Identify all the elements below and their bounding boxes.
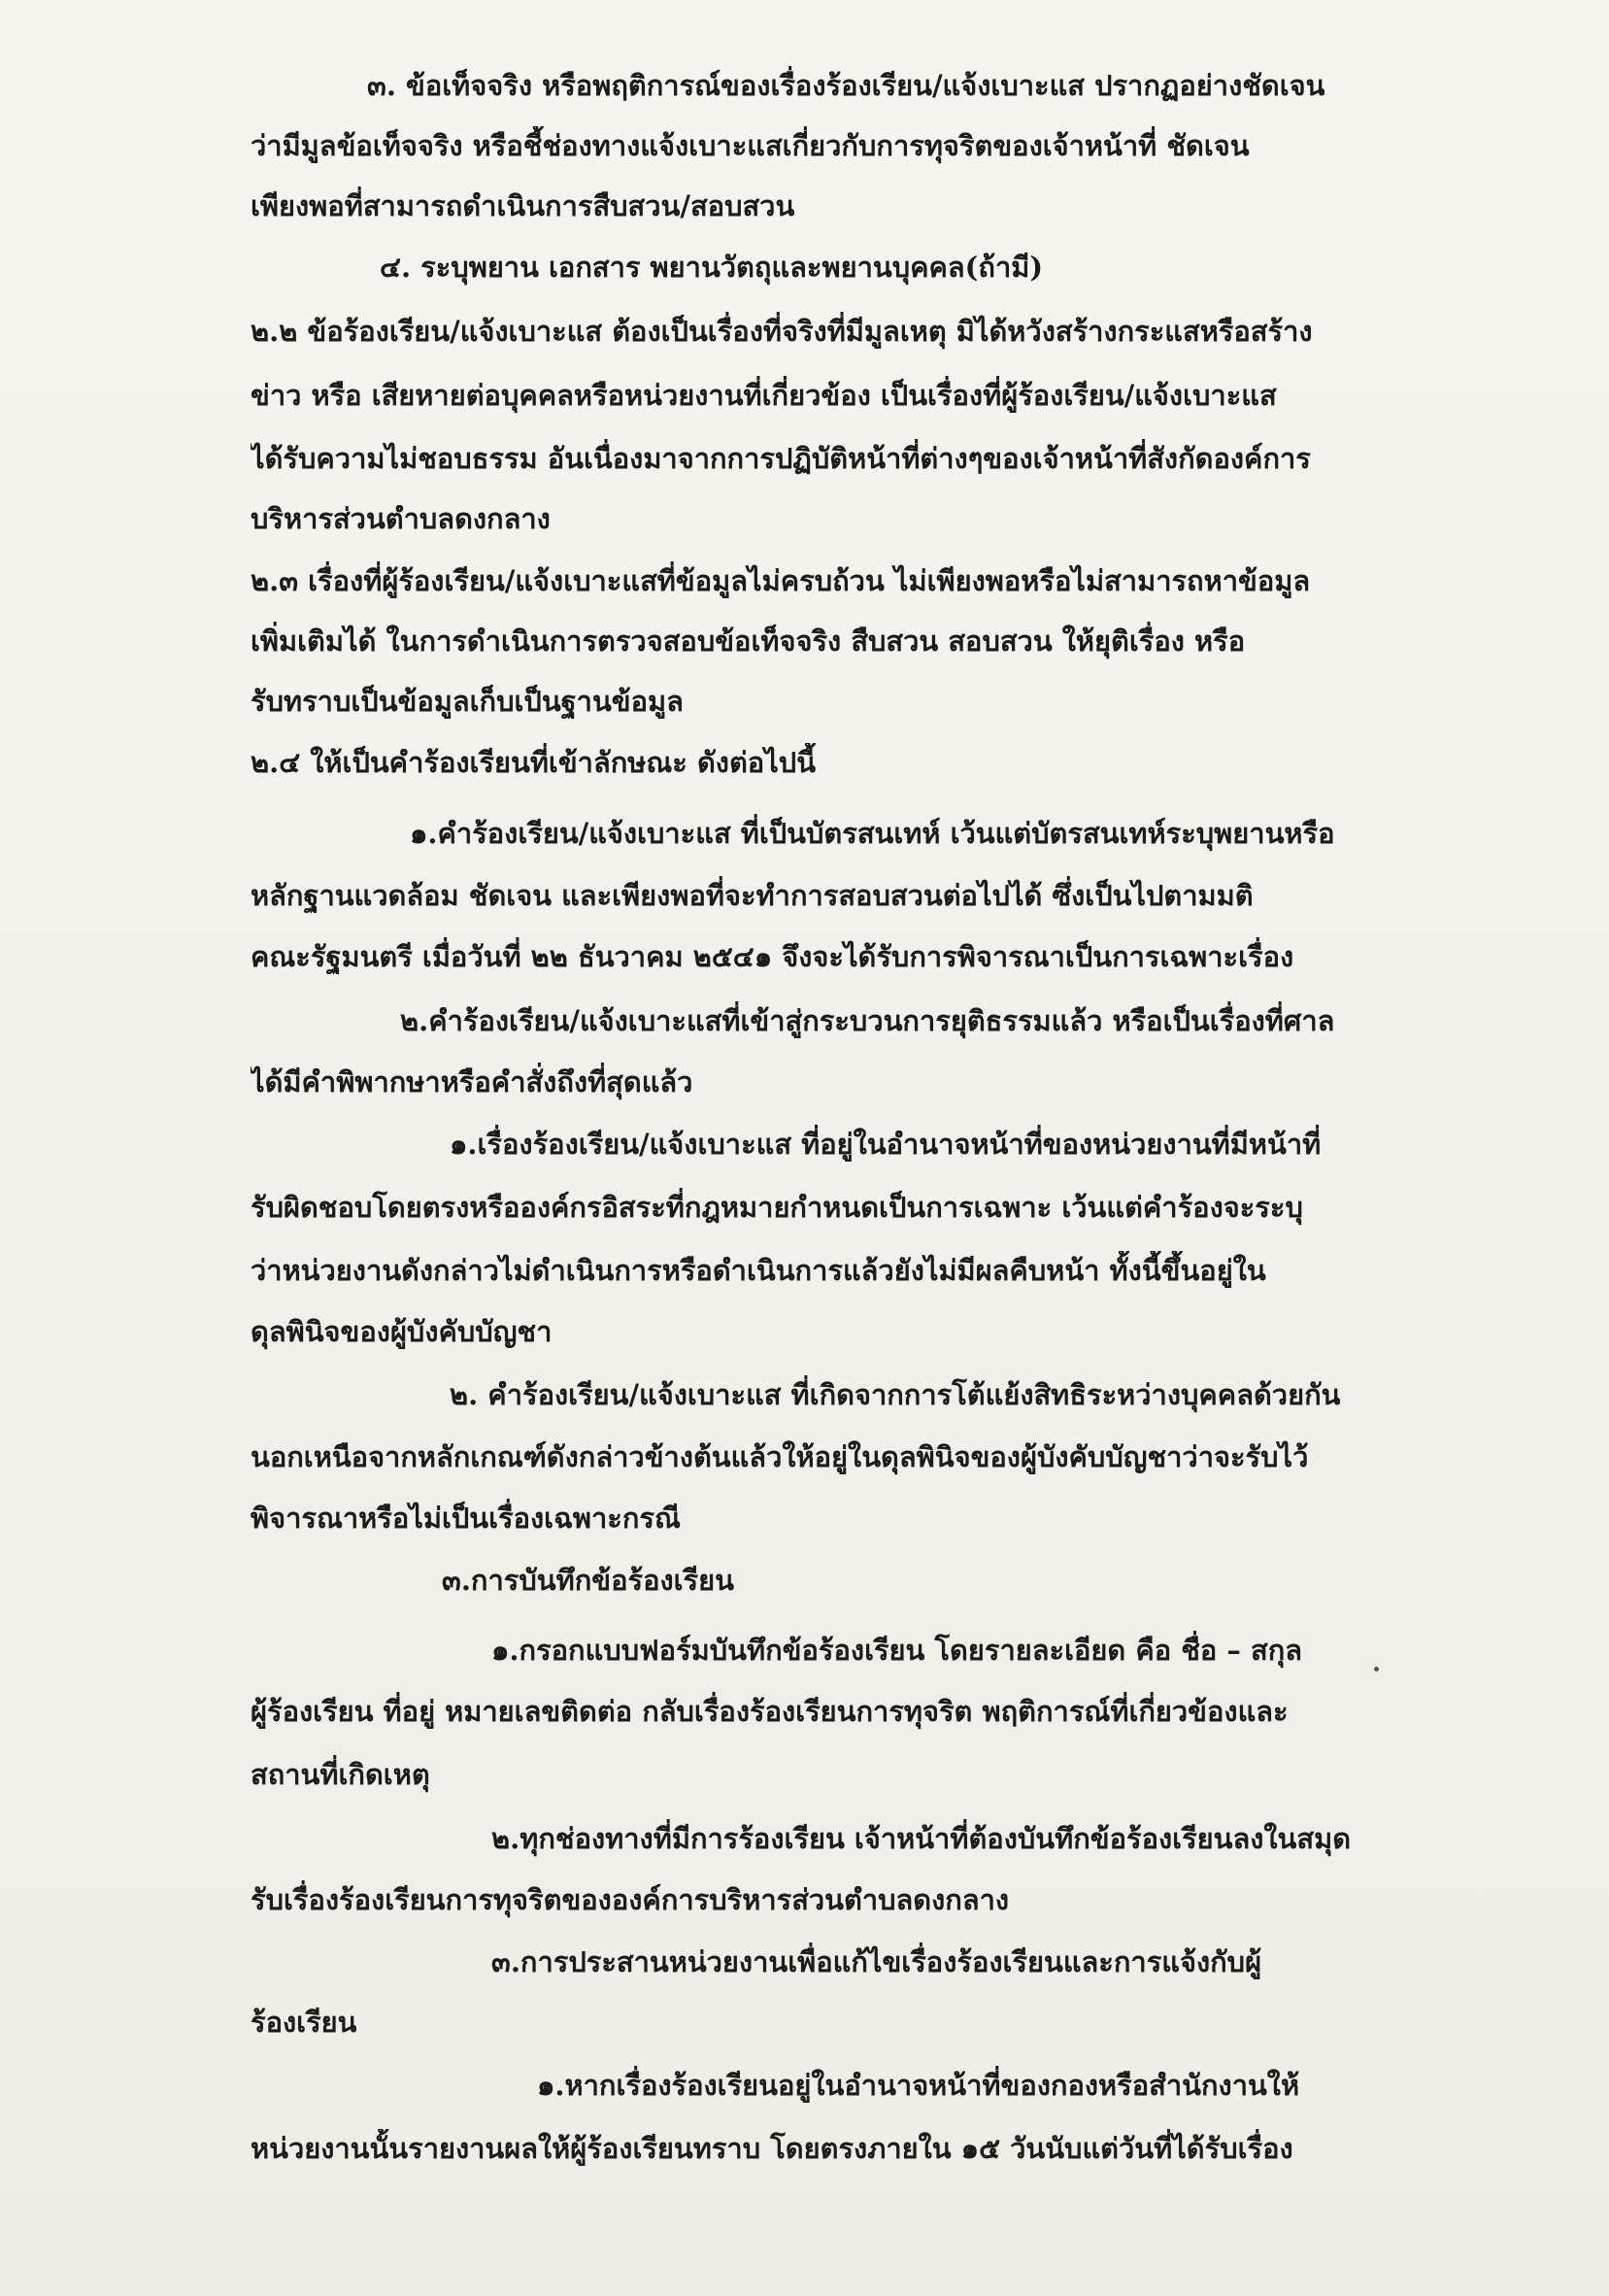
document-line: นอกเหนือจากหลักเกณฑ์ดังกล่าวข้างต้นแล้วให้อยู่ในดุลพินิจของผู้บังคับบัญชาว่าจะรับไว้: [251, 1440, 1309, 1473]
document-line: ๑.คำร้องเรียน/แจ้งเบาะแส ที่เป็นบัตรสนเทห์ เว้นแต่บัตรสนเทห์ระบุพยานหรือ: [410, 817, 1335, 850]
document-line: คณะรัฐมนตรี เมื่อวันที่ ๒๒ ธันวาคม ๒๕๔๑ จึงจะได้รับการพิจารณาเป็นการเฉพาะเรื่อง: [251, 940, 1294, 973]
document-line: รับผิดชอบโดยตรงหรือองค์กรอิสระที่กฎหมายกำหนดเป็นการเฉพาะ เว้นแต่คำร้องจะระบุ: [251, 1191, 1303, 1224]
document-line: ๓. ข้อเท็จจริง หรือพฤติการณ์ของเรื่องร้องเรียน/แจ้งเบาะแส ปรากฏอย่างชัดเจน: [367, 69, 1325, 102]
document-line: ๑.หากเรื่องร้องเรียนอยู่ในอำนาจหน้าที่ของกองหรือสำนักงานให้: [537, 2069, 1300, 2102]
document-line: ผู้ร้องเรียน ที่อยู่ หมายเลขติดต่อ กลับเรื่องร้องเรียนการทุจริต พฤติการณ์ที่เกี่ยวข้องและ: [251, 1695, 1289, 1728]
document-line: ๒.๒ ข้อร้องเรียน/แจ้งเบาะแส ต้องเป็นเรื่องที่จริงที่มีมูลเหตุ มิได้หวังสร้างกระแสหรือสร้าง: [251, 315, 1313, 348]
document-line: ได้รับความไม่ชอบธรรม อันเนื่องมาจากการปฏิบัติหน้าที่ต่างๆของเจ้าหน้าที่สังกัดองค์การ: [251, 442, 1311, 475]
document-line: ว่าหน่วยงานดังกล่าวไม่ดำเนินการหรือดำเนินการแล้วยังไม่มีผลคืบหน้า ทั้งนี้ขึ้นอยู่ใน: [251, 1254, 1266, 1287]
document-line: ได้มีคำพิพากษาหรือคำสั่งถึงที่สุดแล้ว: [251, 1065, 693, 1098]
paper-speck: [1374, 1667, 1379, 1671]
document-line: เพียงพอที่สามารถดำเนินการสืบสวน/สอบสวน: [251, 189, 795, 222]
document-line: หลักฐานแวดล้อม ชัดเจน และเพียงพอที่จะทำการสอบสวนต่อไปได้ ซึ่งเป็นไปตามมติ: [251, 879, 1254, 912]
document-line: บริหารส่วนตำบลดงกลาง: [251, 502, 551, 535]
document-line: ข่าว หรือ เสียหายต่อบุคคลหรือหน่วยงานที่เกี่ยวข้อง เป็นเรื่องที่ผู้ร้องเรียน/แจ้งเบาะแส: [251, 379, 1277, 412]
document-line: ๒. คำร้องเรียน/แจ้งเบาะแส ที่เกิดจากการโต้แย้งสิทธิระหว่างบุคคลด้วยกัน: [450, 1378, 1341, 1411]
document-line: ๓.การบันทึกข้อร้องเรียน: [442, 1564, 734, 1597]
document-line: ว่ามีมูลข้อเท็จจริง หรือชี้ช่องทางแจ้งเบาะแสเกี่ยวกับการทุจริตของเจ้าหน้าที่ ชัดเจน: [251, 129, 1250, 162]
document-line: พิจารณาหรือไม่เป็นเรื่องเฉพาะกรณี: [251, 1502, 681, 1535]
document-line: ดุลพินิจของผู้บังคับบัญชา: [251, 1315, 553, 1348]
document-line: สถานที่เกิดเหตุ: [251, 1758, 430, 1791]
document-line: รับเรื่องร้องเรียนการทุจริตขององค์การบริหารส่วนตำบลดงกลาง: [251, 1883, 1010, 1916]
document-line: ๒.ทุกช่องทางที่มีการร้องเรียน เจ้าหน้าที่ต้องบันทึกข้อร้องเรียนลงในสมุด: [491, 1822, 1352, 1855]
document-line: ๒.คำร้องเรียน/แจ้งเบาะแสที่เข้าสู่กระบวนการยุติธรรมแล้ว หรือเป็นเรื่องที่ศาล: [400, 1004, 1335, 1037]
document-line: ๑.เรื่องร้องเรียน/แจ้งเบาะแส ที่อยู่ในอำนาจหน้าที่ของหน่วยงานที่มีหน้าที่: [450, 1128, 1322, 1161]
document-line: หน่วยงานนั้นรายงานผลให้ผู้ร้องเรียนทราบ โดยตรงภายใน ๑๕ วันนับแต่วันที่ได้รับเรื่อง: [251, 2132, 1293, 2165]
document-line: รับทราบเป็นข้อมูลเก็บเป็นฐานข้อมูล: [251, 685, 684, 718]
document-line: ๓.การประสานหน่วยงานเพื่อแก้ไขเรื่องร้องเรียนและการแจ้งกับผู้: [491, 1945, 1262, 1978]
document-line: ร้องเรียน: [251, 2006, 357, 2039]
document-line: ๒.๔ ให้เป็นคำร้องเรียนที่เข้าลักษณะ ดังต่อไปนี้: [251, 746, 817, 779]
document-line: เพิ่มเติมได้ ในการดำเนินการตรวจสอบข้อเท็จจริง สืบสวน สอบสวน ให้ยุติเรื่อง หรือ: [251, 625, 1246, 658]
document-line: ๒.๓ เรื่องที่ผู้ร้องเรียน/แจ้งเบาะแสที่ข้อมูลไม่ครบถ้วน ไม่เพียงพอหรือไม่สามารถหาข้อมูล: [251, 564, 1311, 597]
document-line: ๑.กรอกแบบฟอร์มบันทึกข้อร้องเรียน โดยรายละเอียด คือ ชื่อ – สกุล: [491, 1634, 1303, 1667]
document-line: ๔. ระบุพยาน เอกสาร พยานวัตถุและพยานบุคคล(ถ้ามี): [380, 251, 1044, 284]
